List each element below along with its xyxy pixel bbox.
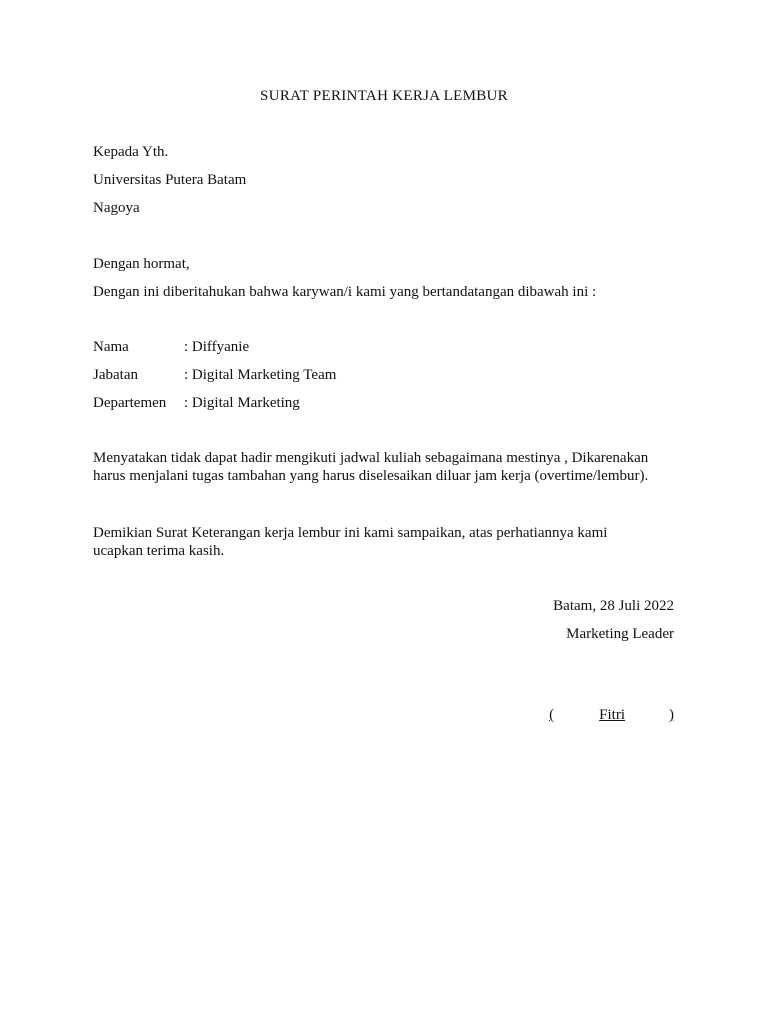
field-label: Nama bbox=[93, 339, 129, 355]
signature-block bbox=[549, 707, 674, 724]
greeting: Dengan hormat, bbox=[93, 256, 190, 272]
signature-close: ) bbox=[669, 707, 674, 723]
field-value: : Diffyanie bbox=[184, 339, 250, 355]
statement-line-2: harus menjalani tugas tambahan yang harus diselesaikan diluar jam kerja (overtime/lembur). bbox=[93, 468, 649, 484]
field-label: Departemen bbox=[93, 395, 167, 411]
recipient-line-1: Kepada Yth. bbox=[93, 144, 169, 160]
signature-open: ( bbox=[549, 707, 555, 723]
letter-title: SURAT PERINTAH KERJA LEMBUR bbox=[260, 88, 508, 104]
signature-name: Fitri bbox=[599, 707, 625, 723]
recipient-line-2: Universitas Putera Batam bbox=[93, 172, 247, 188]
place-date: Batam, 28 Juli 2022 bbox=[553, 598, 674, 614]
field-value: : Digital Marketing Team bbox=[184, 367, 337, 383]
recipient-line-3: Nagoya bbox=[93, 200, 140, 216]
intro-text: Dengan ini diberitahukan bahwa karywan/i kami yang bertandatangan dibawah ini : bbox=[93, 284, 597, 300]
field-value: : Digital Marketing bbox=[184, 395, 300, 411]
closing-line-1: Demikian Surat Keterangan kerja lembur ini kami sampaikan, atas perhatiannya kami bbox=[93, 525, 608, 541]
statement-line-1: Menyatakan tidak dapat hadir mengikuti jadwal kuliah sebagaimana mestinya , Dikarenakan bbox=[93, 450, 649, 466]
field-label: Jabatan bbox=[93, 367, 138, 383]
closing-line-2: ucapkan terima kasih. bbox=[93, 543, 225, 559]
signer-role: Marketing Leader bbox=[566, 626, 674, 642]
